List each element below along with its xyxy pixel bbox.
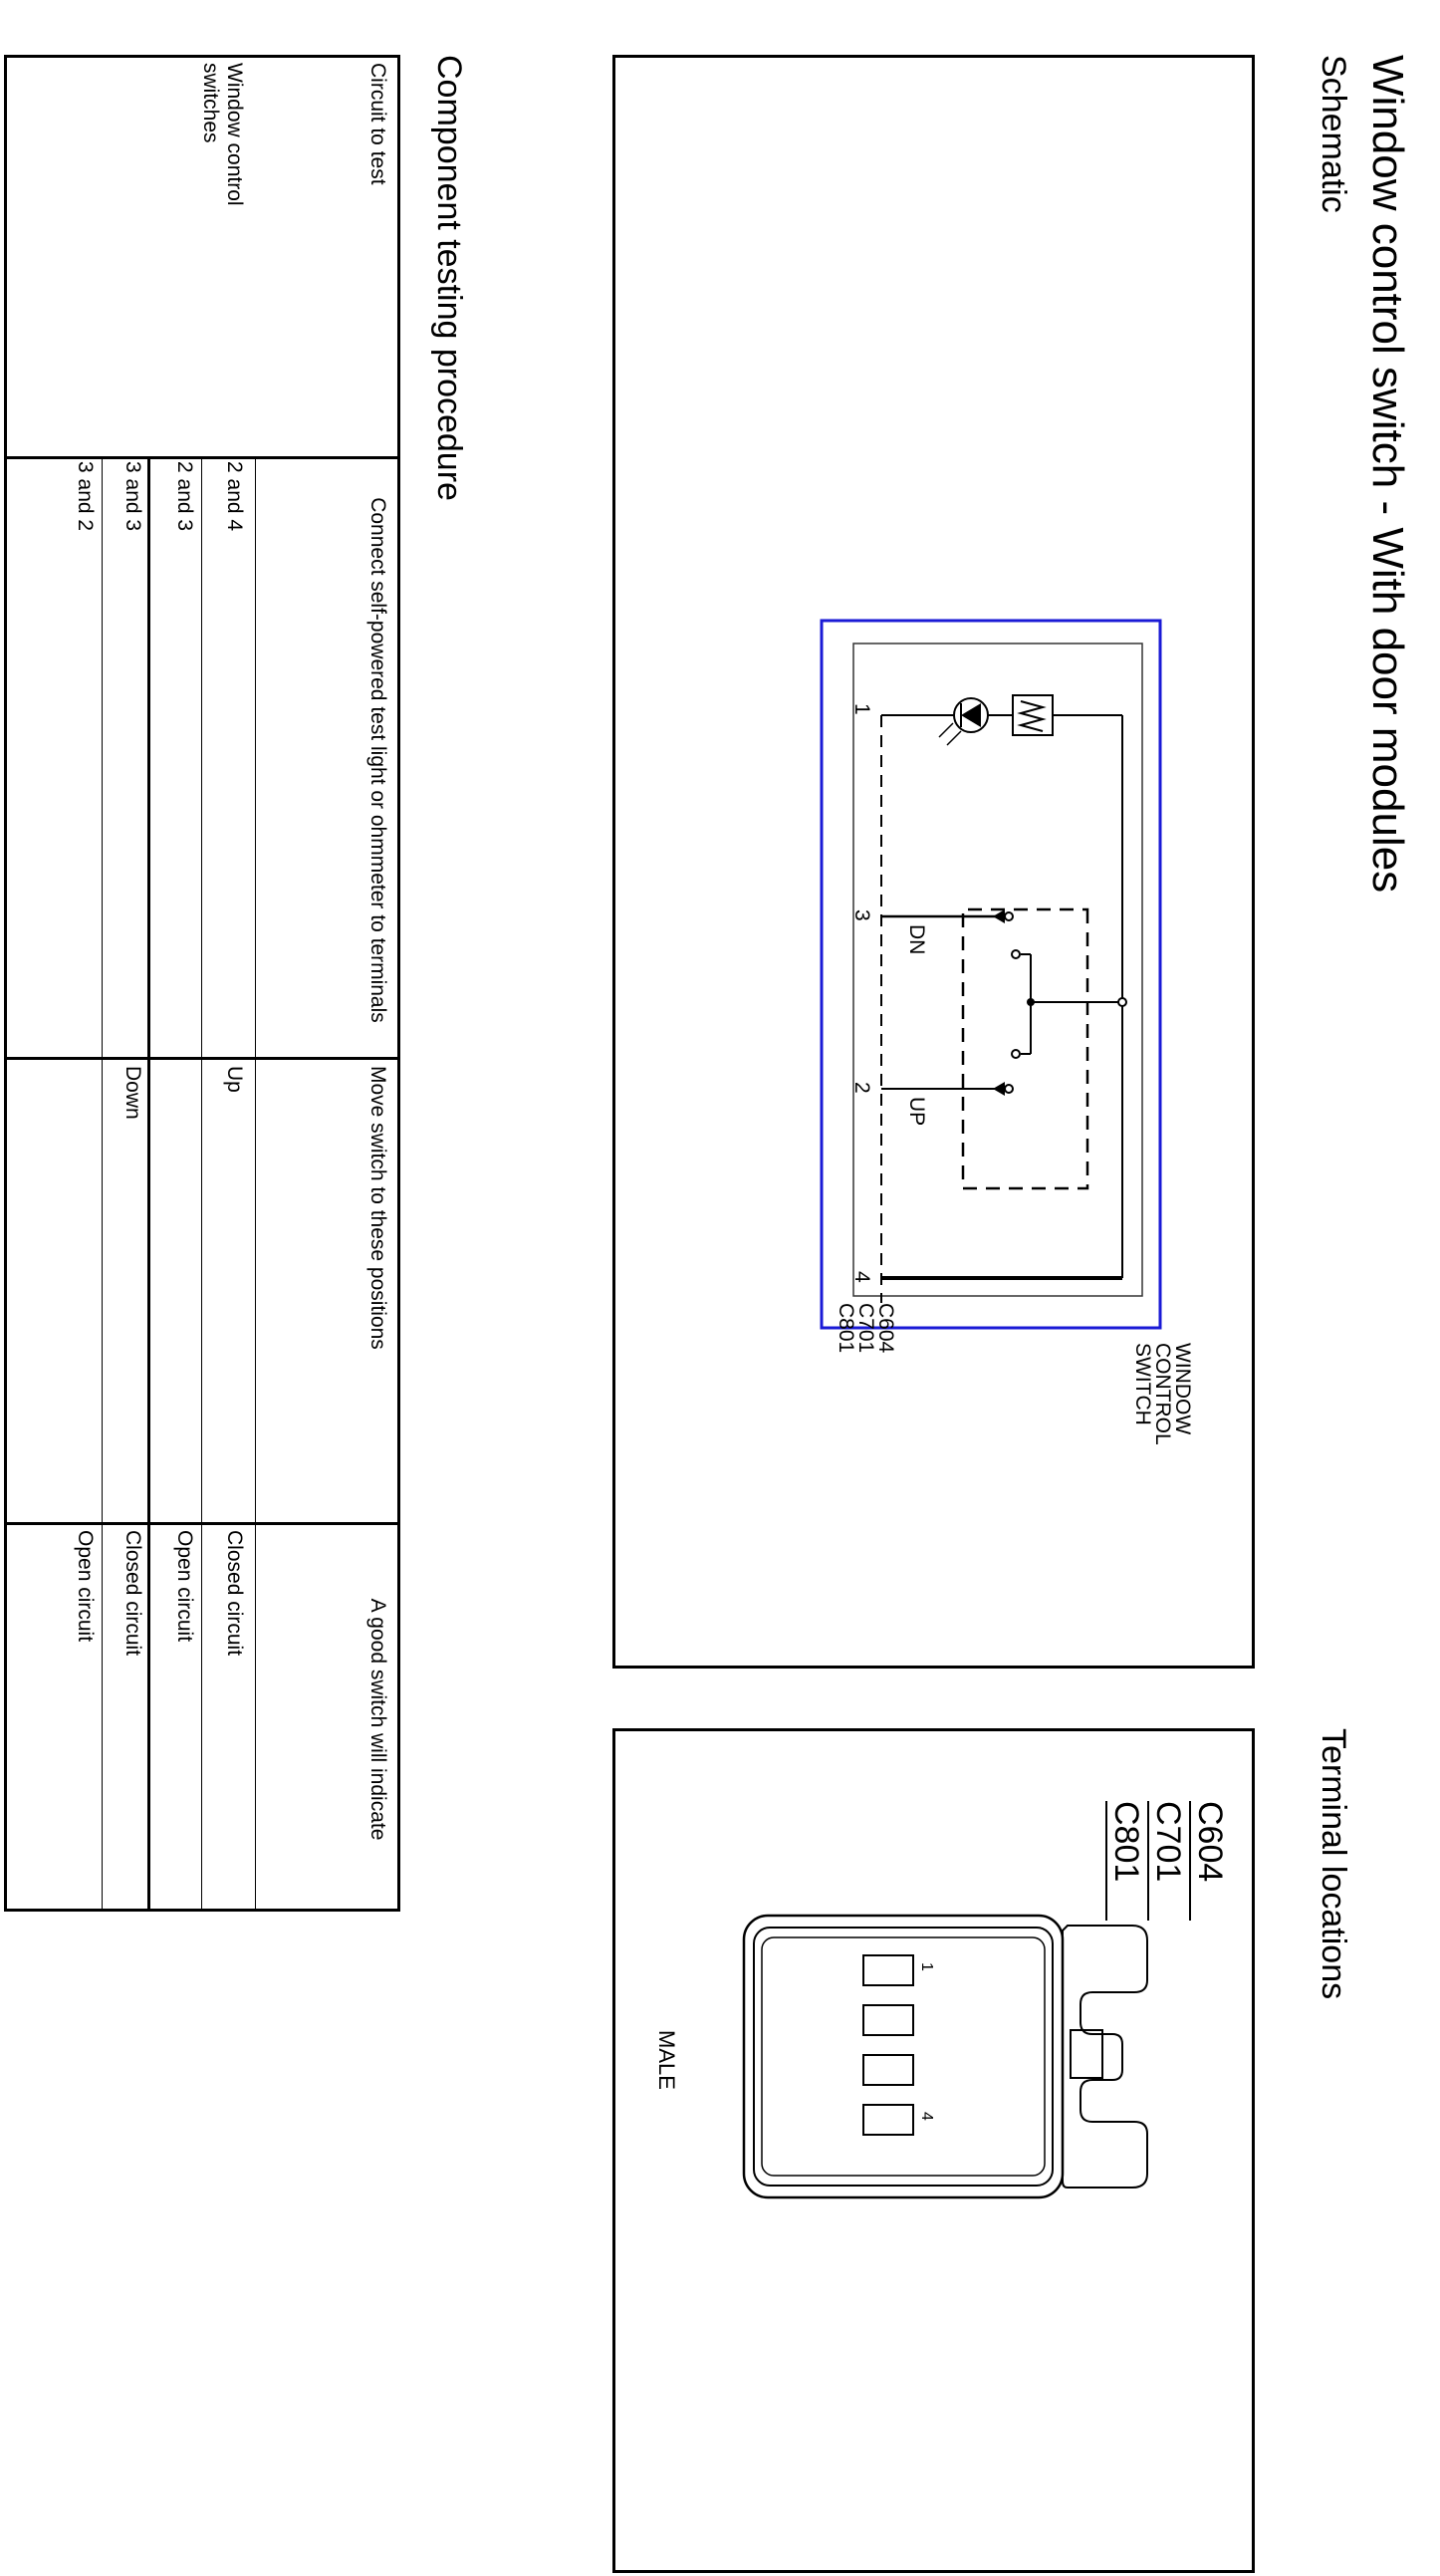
pin-1 bbox=[863, 1955, 913, 1985]
pin-4 bbox=[863, 2105, 913, 2135]
inner-frame bbox=[853, 644, 1142, 1296]
dn-label: DN bbox=[905, 924, 928, 955]
up-label: UP bbox=[905, 1097, 928, 1127]
gender-label: MALE bbox=[654, 2030, 679, 2090]
pin-label-4: 4 bbox=[918, 2112, 935, 2121]
result-row-4: Open circuit bbox=[74, 1530, 97, 1643]
connector-face-drawing bbox=[609, 1731, 1252, 2576]
connector-list bbox=[836, 1303, 895, 1353]
position-up: Up bbox=[223, 1066, 246, 1093]
terminals-row-1: 2 and 4 bbox=[223, 461, 246, 532]
terminals-row-3: 3 and 3 bbox=[121, 461, 144, 532]
pin-label-1: 1 bbox=[918, 1962, 935, 1971]
circuit-name: Window control switches bbox=[199, 63, 246, 206]
latch-slot bbox=[1071, 2030, 1102, 2078]
schematic-heading: Schematic bbox=[1315, 55, 1352, 213]
connector-id-c701: C701 bbox=[1147, 1801, 1185, 1921]
connector-c801: C801 bbox=[835, 1303, 857, 1354]
schematic-frame bbox=[612, 55, 1255, 1669]
terminal-label-1: 1 bbox=[850, 703, 873, 715]
header-connect: Connect self-powered test light or ohmmeter to terminals bbox=[366, 497, 389, 1023]
terminal-locations-frame bbox=[612, 1728, 1255, 2573]
pin-3 bbox=[863, 2055, 913, 2085]
connector-id-c801: C801 bbox=[1105, 1801, 1143, 1921]
terminals-row-2: 2 and 3 bbox=[173, 461, 196, 532]
terminal-label-4: 4 bbox=[850, 1271, 873, 1283]
header-move: Move switch to these positions bbox=[366, 1066, 389, 1350]
terminal-label-3: 3 bbox=[850, 909, 873, 921]
result-row-1: Closed circuit bbox=[223, 1530, 246, 1657]
testing-table bbox=[4, 55, 400, 1912]
switch-enclosure bbox=[963, 909, 1087, 1188]
result-row-2: Open circuit bbox=[173, 1530, 196, 1643]
component-outline bbox=[822, 621, 1160, 1328]
connector-c604: C604 bbox=[874, 1303, 897, 1354]
connector-shell bbox=[744, 1916, 1063, 2197]
pin-2 bbox=[863, 2005, 913, 2035]
switch-label: WINDOW CONTROL SWITCH bbox=[1131, 1343, 1194, 1445]
connector-c701: C701 bbox=[854, 1303, 877, 1354]
header-result: A good switch will indicate bbox=[366, 1598, 389, 1841]
header-circuit: Circuit to test bbox=[366, 63, 389, 185]
terminal-locations-heading: Terminal locations bbox=[1315, 1728, 1352, 2000]
connector-id-c604: C604 bbox=[1189, 1801, 1227, 1921]
terminals-row-4: 3 and 2 bbox=[74, 461, 97, 532]
position-down: Down bbox=[121, 1066, 144, 1120]
terminal-label-2: 2 bbox=[850, 1082, 873, 1094]
testing-heading: Component testing procedure bbox=[430, 55, 468, 501]
result-row-3: Closed circuit bbox=[121, 1530, 144, 1657]
page-title: Window control switch - With door modules bbox=[1363, 55, 1412, 894]
latch-outline bbox=[1063, 1926, 1147, 2188]
